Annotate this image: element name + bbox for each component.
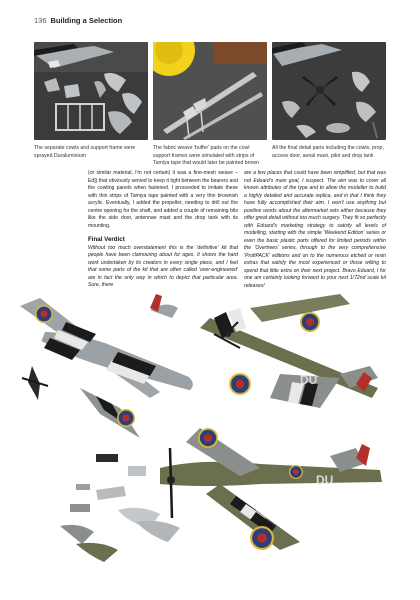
caption-detail-parts: All the final detail parts including the cowls, prop, access door, aerial mast, pilot and drop tank: [272, 145, 384, 159]
photo-tape-pads: [153, 42, 267, 140]
aircraft-2: [200, 294, 378, 408]
body-paragraph-2: Without too much overstatement this is the 'definitive' kit that people have been clamouring about for ages. It shows the hard work undertaken by its creators in every single piece, and I feel that some parts of the kit that are often called 'over-engineered' are in fact the only way in which to depict that particular area. Sure, there: [88, 244, 238, 288]
photo-cowls-frame: [34, 42, 148, 140]
photo-finished-models: [0, 288, 420, 600]
photo-detail-parts-image: [272, 42, 386, 140]
photo-tape-pads-image: [153, 42, 267, 140]
final-verdict-heading: Final Verdict: [88, 236, 125, 243]
body-column-right: [244, 170, 386, 290]
aircraft-code-bottom: DU: [316, 473, 334, 487]
caption-tape-pads: The fabric weave 'buffer' pads on the cowl support frames were simulated with strips of Tamiya tape that would later be painted brown: [153, 145, 259, 167]
photo-detail-parts: [272, 42, 386, 140]
caption-cowls-frame: The separate cowls and support frame were sprayed Duraluminium: [34, 145, 136, 159]
aircraft-1: [20, 294, 195, 438]
page-header: [34, 16, 122, 25]
body-column-left: [88, 170, 238, 290]
aircraft-code-top: DU: [300, 373, 318, 387]
photo-cowls-frame-image: [34, 42, 148, 140]
finished-models-image: [0, 288, 420, 600]
aircraft-3: [160, 428, 382, 550]
page-number: 136: [34, 16, 47, 25]
section-title: Building a Selection: [50, 16, 123, 25]
body-paragraph-1: (or similar material, I'm not certain) it was a fine-mesh weave – Ed]) that obviously served to keep it tight between the bearers and the cowling panels when fastened. I proceeded to imitate these with thin strips of Tamiya tape painted with a very thin brownish acrylic. Eventually, I added the propeller, needing to drill out the centre opening for the shaft, and added a couple of remaining bits like the side door, antennae mast and the drop tank with its mounting.: [88, 170, 238, 229]
body-paragraph-3: are a few places that could have been simplified, but that was not Eduard's main goal, I suspect. The aim was to cover all known attributes of the type and to allow the modeller to build a highly detailed and accurate replica, and in that I think they have fully accomplished their aim. I won't use anything but positive words about the aftermarket sets either because they offer great detail without too much surgery. They fit so perfectly with Eduard's marketing strategy to satisfy all levels of modelling, starting with the simple 'Weekend Edition' series or even the basic plastic parts offered for limited periods within the 'Overtrees' series, through to the very comprehensive 'ProfiPACK' editions and on to the numerous etched or resin extras that satisfy the most experienced or those willing to spend that little extra on their next project. Bravo Eduard, I for one am certainly looking forward to your next 1/72nd scale kit releases!: [244, 170, 386, 289]
